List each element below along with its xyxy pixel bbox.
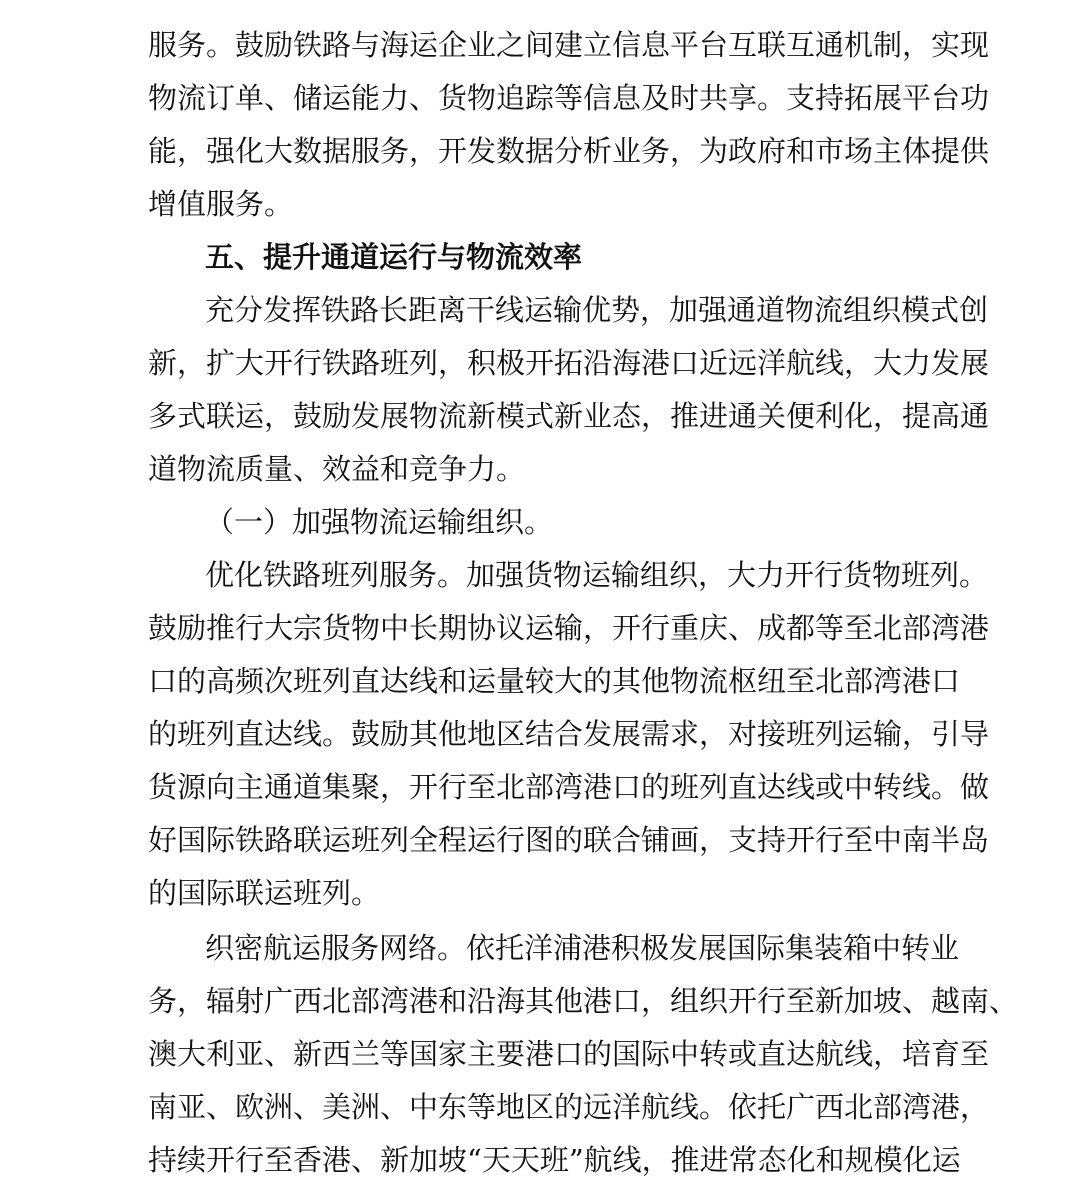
paragraph-lead: 优化铁路班列服务。 (205, 558, 467, 592)
paragraph-line: 服务。鼓励铁路与海运企业之间建立信息平台互联互通机制，实现 (148, 28, 990, 62)
paragraph-line: 充分发挥铁路长距离干线运输优势，加强通道物流组织模式创 (205, 293, 989, 327)
subheading: （一）加强物流运输组织。 (205, 505, 554, 539)
paragraph-lead: 织密航运服务网络。 (205, 931, 467, 965)
paragraph-line: 货源向主通道集聚，开行至北部湾港口的班列直达线或中转线。做 (148, 770, 990, 804)
paragraph-line: 务，辐射广西北部湾港和沿海其他港口，组织开行至新加坡、越南、 (148, 984, 1019, 1018)
paragraph-line: 增值服务。 (148, 187, 294, 221)
paragraph-line: 多式联运，鼓励发展物流新模式新业态，推进通关便利化，提高通 (148, 399, 990, 433)
paragraph-line: 好国际铁路联运班列全程运行图的联合铺画，支持开行至中南半岛 (148, 823, 990, 857)
paragraph-line: 新，扩大开行铁路班列，积极开拓沿海港口近远洋航线，大力发展 (148, 346, 990, 380)
paragraph-line (205, 920, 960, 976)
paragraph-line: 能，强化大数据服务，开发数据分析业务，为政府和市场主体提供 (148, 134, 990, 168)
paragraph-line: 南亚、欧洲、美洲、中东等地区的远洋航线。依托广西北部湾港， (148, 1090, 990, 1124)
section-heading: 五、提升通道运行与物流效率 (205, 240, 583, 274)
paragraph-line: 澳大利亚、新西兰等国家主要港口的国际中转或直达航线，培育至 (148, 1037, 990, 1071)
paragraph-line: 的国际联运班列。 (148, 876, 381, 910)
paragraph-line-rest: 依托洋浦港积极发展国际集装箱中转业 (466, 931, 960, 965)
paragraph-line: 口的高频次班列直达线和运量较大的其他物流枢纽至北部湾港口 (148, 664, 961, 698)
paragraph-line-rest: 加强货物运输组织，大力开行货物班列。 (466, 558, 989, 592)
paragraph-line: 物流订单、储运能力、货物追踪等信息及时共享。支持拓展平台功 (148, 81, 990, 115)
paragraph-line (205, 547, 989, 603)
paragraph-line: 持续开行至香港、新加坡“天天班”航线，推进常态化和规模化运 (148, 1143, 961, 1177)
paragraph-line: 的班列直达线。鼓励其他地区结合发展需求，对接班列运输，引导 (148, 717, 990, 751)
paragraph-line: 鼓励推行大宗货物中长期协议运输，开行重庆、成都等至北部湾港 (148, 611, 990, 645)
paragraph-line: 道物流质量、效益和竞争力。 (148, 452, 526, 486)
